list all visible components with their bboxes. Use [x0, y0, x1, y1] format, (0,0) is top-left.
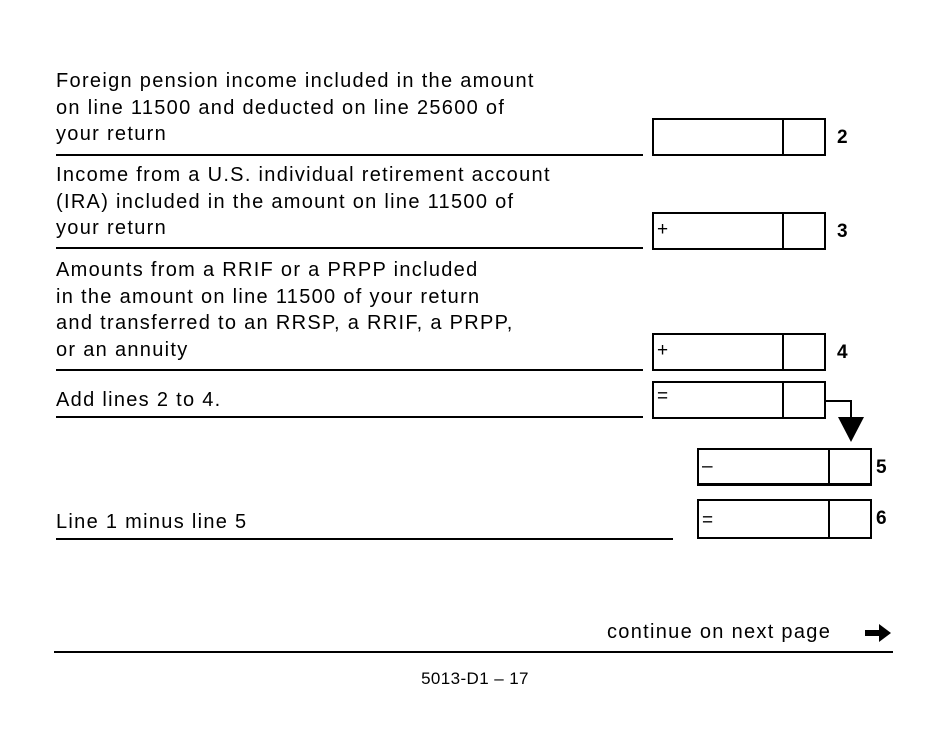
- line-3-rule: [56, 247, 643, 249]
- line-6-equals-sign: =: [702, 510, 714, 531]
- page-footer: 5013-D1 – 17: [421, 669, 529, 688]
- line-3-description: Income from a U.S. individual retirement account (IRA) included in the amount on line 11500 of your return: [56, 164, 551, 239]
- line-6-amount-field[interactable]: [697, 499, 872, 539]
- line-6-cents-divider: [828, 501, 830, 537]
- line-4-amount-field[interactable]: [652, 333, 826, 371]
- line-3-plus-sign: +: [657, 219, 669, 240]
- line-4-number: 4: [837, 342, 848, 363]
- carry-down-arrow-icon: [822, 395, 872, 445]
- line-5-minus-sign: –: [702, 456, 713, 477]
- add-lines-rule: [56, 416, 643, 418]
- line-4-description: Amounts from a RRIF or a PRPP included in the amount on line 11500 of your return and transferred to an RRSP, a RRIF, a PRPP, or an annuity: [56, 259, 514, 361]
- line-6-description: Line 1 minus line 5: [56, 511, 248, 533]
- line-4-cents-divider: [782, 335, 784, 369]
- line-6-number: 6: [876, 508, 887, 529]
- continue-note: continue on next page: [607, 621, 832, 643]
- line-2-rule: [56, 154, 643, 156]
- line-2-description: Foreign pension income included in the amount on line 11500 and deducted on line 25600 of your return: [56, 70, 535, 145]
- line-6-rule: [56, 538, 673, 540]
- line-2-cents-divider: [782, 120, 784, 154]
- add-lines-description: Add lines 2 to 4.: [56, 389, 222, 411]
- line-5-number: 5: [876, 457, 887, 478]
- subtotal-equals-sign: =: [657, 386, 669, 407]
- line-2-amount-field[interactable]: [652, 118, 826, 156]
- line-5-cents-divider: [828, 450, 830, 483]
- page-footer-rule: [54, 651, 893, 653]
- line-3-number: 3: [837, 221, 848, 242]
- line-4-plus-sign: +: [657, 340, 669, 361]
- right-arrow-icon: [863, 622, 893, 644]
- line-3-amount-field[interactable]: [652, 212, 826, 250]
- line-5-amount-field[interactable]: [697, 448, 872, 486]
- line-2-number: 2: [837, 127, 848, 148]
- line-4-rule: [56, 369, 643, 371]
- subtotal-cents-divider: [782, 383, 784, 417]
- subtotal-amount-field[interactable]: [652, 381, 826, 419]
- line-3-cents-divider: [782, 214, 784, 248]
